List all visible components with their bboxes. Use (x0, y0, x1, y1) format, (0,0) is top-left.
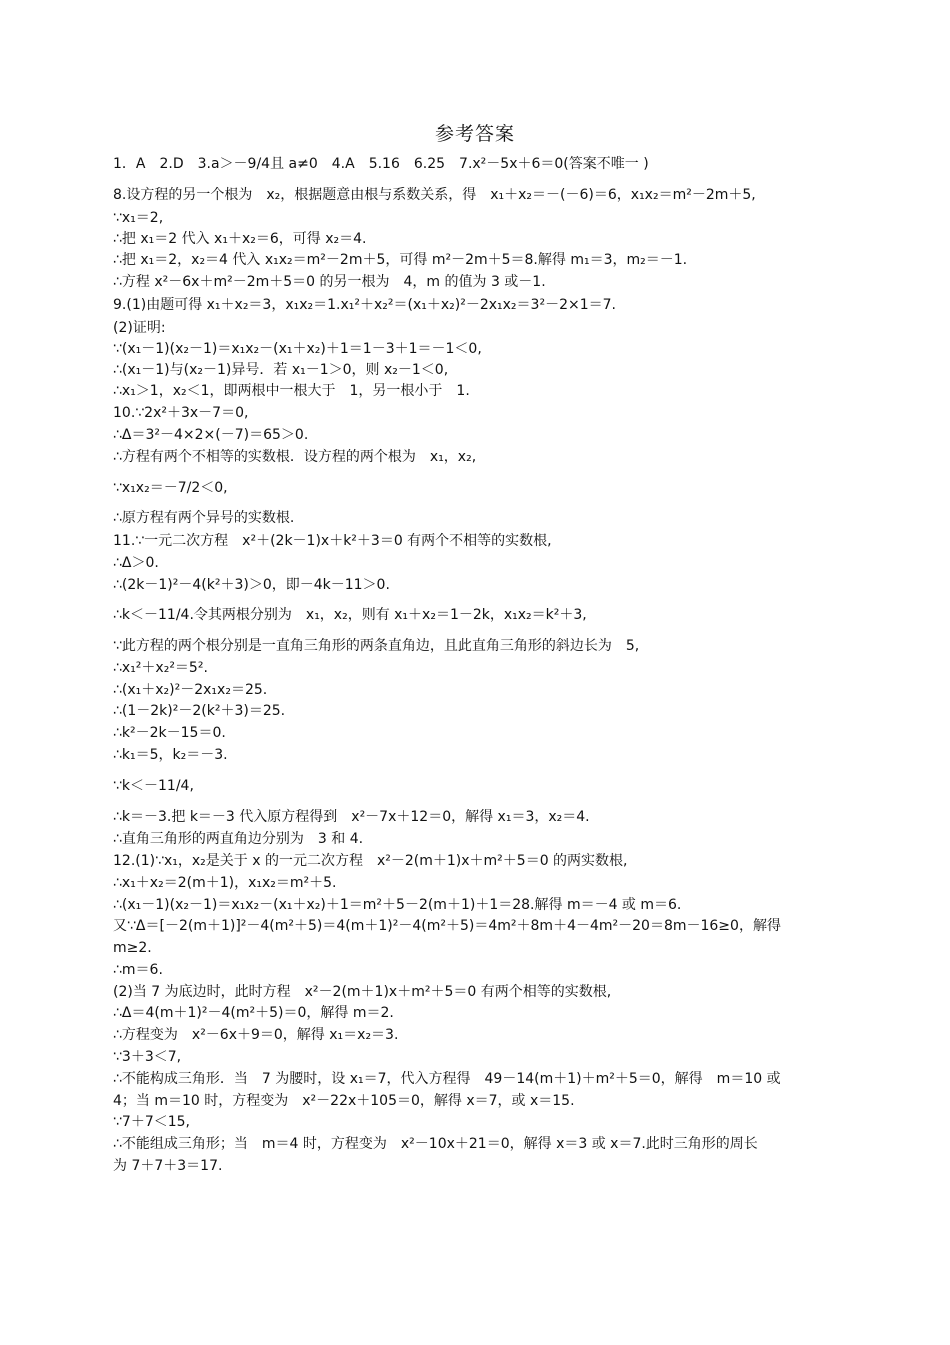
answer-line: ∴方程 x²－6x＋m²－2m＋5＝0 的另一根为 4，m 的值为 3 或－1. (113, 274, 546, 290)
answer-line: ∵此方程的两个根分别是一直角三角形的两条直角边，且此直角三角形的斜边长为 5, (113, 638, 640, 654)
answer-line: 4；当 m＝10 时，方程变为 x²－22x＋105＝0，解得 x＝7，或 x＝15. (113, 1093, 575, 1109)
answer-line: ∴原方程有两个异号的实数根. (113, 510, 295, 526)
answer-line: ∴(x₁－1)与(x₂－1)异号．若 x₁－1＞0，则 x₂－1＜0, (113, 362, 449, 378)
answer-line: ∴k＝－3.把 k＝－3 代入原方程得到 x²－7x＋12＝0，解得 x₁＝3，x₂＝4. (113, 809, 590, 825)
answer-line: ∴x₁＋x₂＝2(m＋1)，x₁x₂＝m²＋5. (113, 875, 337, 891)
answer-line: ∴(x₁＋x₂)²－2x₁x₂＝25. (113, 682, 268, 698)
answer-line: 1．A 2.D 3.a＞－9/4且 a≠0 4.A 5.16 6.25 7.x²－5x＋6＝0(答案不唯一 ) (113, 156, 649, 172)
answer-line: ∴x₁²＋x₂²＝5². (113, 660, 208, 676)
page-title: 参考答案 (434, 123, 515, 145)
answer-line: (2)当 7 为底边时，此时方程 x²－2(m＋1)x＋m²＋5＝0 有两个相等的实数根, (113, 984, 612, 1000)
answer-line: ∴Δ＞0. (113, 555, 159, 571)
answer-line: ∴Δ＝3²－4×2×(－7)＝65＞0. (113, 427, 309, 443)
answer-line: 又∵Δ＝[－2(m＋1)]²－4(m²＋5)＝4(m＋1)²－4(m²＋5)＝4m²＋8m＋4－4m²－20＝8m－16≥0，解得 (113, 918, 781, 934)
answer-line: 为 7＋7＋3＝17. (113, 1158, 223, 1174)
answer-line: ∴x₁＞1，x₂＜1，即两根中一根大于 1，另一根小于 1. (113, 383, 470, 399)
answer-line: 9.(1)由题可得 x₁＋x₂＝3，x₁x₂＝1.x₁²＋x₂²＝(x₁＋x₂)²－2x₁x₂＝3²－2×1＝7. (113, 297, 616, 313)
answer-line: ∴m＝6. (113, 962, 163, 978)
answer-line: ∵k＜－11/4, (113, 778, 194, 794)
answer-line: 10.∵2x²＋3x－7＝0, (113, 405, 249, 421)
answer-line: ∵7＋7＜15, (113, 1114, 190, 1130)
answer-line: ∴直角三角形的两直角边分别为 3 和 4. (113, 831, 364, 847)
answer-line: ∴(x₁－1)(x₂－1)＝x₁x₂－(x₁＋x₂)＋1＝m²＋5－2(m＋1)＋1＝28.解得 m＝－4 或 m＝6. (113, 897, 682, 913)
answer-line: ∴k＜－11/4.令其两根分别为 x₁，x₂，则有 x₁＋x₂＝1－2k，x₁x₂＝k²＋3, (113, 607, 587, 623)
answer-line: ∴把 x₁＝2 代入 x₁＋x₂＝6，可得 x₂＝4. (113, 231, 367, 247)
answer-line: 8.设方程的另一个根为 x₂，根据题意由根与系数关系，得 x₁＋x₂＝－(－6)＝6，x₁x₂＝m²－2m＋5, (113, 187, 756, 203)
answer-line: ∴Δ＝4(m＋1)²－4(m²＋5)＝0，解得 m＝2. (113, 1005, 394, 1021)
answer-line: ∵(x₁－1)(x₂－1)＝x₁x₂－(x₁＋x₂)＋1＝1－3＋1＝－1＜0, (113, 341, 482, 357)
answer-line: ∴k²－2k－15＝0. (113, 725, 226, 741)
answer-line: m≥2. (113, 940, 152, 956)
answer-line: ∴方程变为 x²－6x＋9＝0，解得 x₁＝x₂＝3. (113, 1027, 399, 1043)
answer-line: 11.∵一元二次方程 x²＋(2k－1)x＋k²＋3＝0 有两个不相等的实数根, (113, 533, 552, 549)
answer-line: ∵3＋3＜7, (113, 1049, 182, 1065)
answer-line: ∴不能构成三角形．当 7 为腰时，设 x₁＝7，代入方程得 49－14(m＋1)＋m²＋5＝0，解得 m＝10 或 (113, 1071, 781, 1087)
answer-line: (2)证明: (113, 320, 166, 336)
answer-line: ∴(2k－1)²－4(k²＋3)＞0，即－4k－11＞0. (113, 577, 390, 593)
answer-line: ∵x₁x₂＝－7/2＜0, (113, 480, 228, 496)
answer-line: 12.(1)∵x₁，x₂是关于 x 的一元二次方程 x²－2(m＋1)x＋m²＋5＝0 的两实数根, (113, 853, 628, 869)
answer-line: ∴把 x₁＝2，x₂＝4 代入 x₁x₂＝m²－2m＋5，可得 m²－2m＋5＝8.解得 m₁＝3，m₂＝－1. (113, 252, 688, 268)
answer-line: ∴方程有两个不相等的实数根．设方程的两个根为 x₁，x₂, (113, 449, 477, 465)
answer-line: ∴(1－2k)²－2(k²＋3)＝25. (113, 703, 286, 719)
answer-line: ∴不能组成三角形；当 m＝4 时，方程变为 x²－10x＋21＝0，解得 x＝3 或 x＝7.此时三角形的周长 (113, 1136, 758, 1152)
answer-line: ∵x₁＝2, (113, 210, 164, 226)
answer-line: ∴k₁＝5，k₂＝－3. (113, 747, 228, 763)
